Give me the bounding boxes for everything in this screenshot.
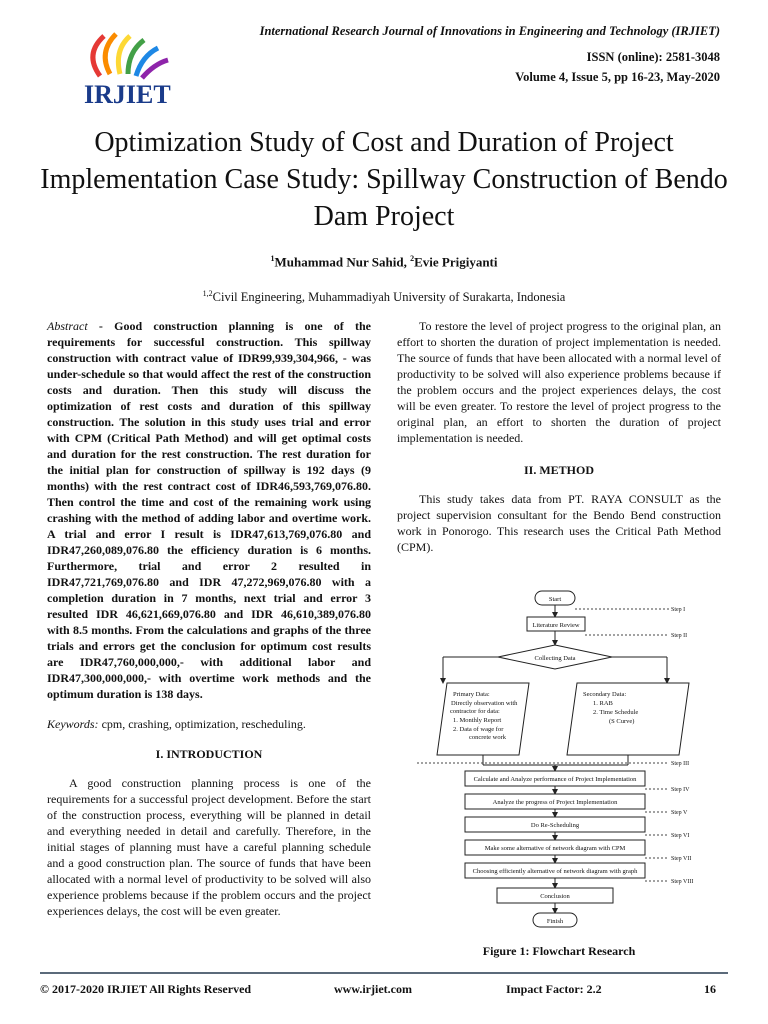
paper-title: Optimization Study of Cost and Duration of Project Implementation Case Study: Spillway Construction of Bendo Dam Project (40, 127, 728, 232)
calc-label: Calculate and Analyze performance of Project Implementation (473, 776, 637, 783)
start-label: Start (548, 596, 562, 603)
footer-impact-factor: Impact Factor: 2.2 (506, 982, 602, 996)
footer-rule (40, 972, 728, 974)
logo-text: IRJIET (84, 80, 171, 108)
primary-item-1: 1. Monthly Report (453, 717, 502, 724)
secondary-title: Secondary Data: (583, 691, 627, 698)
method-paragraph-1: This study takes data from PT. RAYA CONSULT as the project supervision consultant for the Bendo Bend construction work in Ponorogo. This research uses the Critical Path Method (CPM). (397, 492, 721, 554)
flowchart (397, 583, 727, 933)
volume-info: Volume 4, Issue 5, pp 16-23, May-2020 (515, 70, 720, 84)
figure-caption: Figure 1: Flowchart Research (482, 944, 636, 958)
primary-line-1: Directly observation with (451, 700, 518, 707)
footer-website[interactable]: www.irjiet.com (334, 982, 412, 996)
authors (40, 254, 728, 270)
method-heading: II. METHOD (523, 463, 594, 477)
step-label: Step IV (671, 787, 690, 793)
conclusion-label: Conclusion (540, 893, 570, 900)
keywords-text: cpm, crashing, optimization, rescheduling. (98, 717, 306, 731)
step-label: Step VII (671, 856, 692, 862)
keywords-label: Keywords: (47, 717, 99, 731)
primary-line-2: contractor for data: (450, 708, 500, 715)
collecting-label: Collecting Data (534, 655, 576, 662)
primary-item-3: concrete work (469, 734, 506, 741)
secondary-item-1: 1. RAB (593, 700, 613, 707)
affiliation (40, 289, 728, 305)
secondary-item-2: 2. Time Schedule (593, 709, 639, 716)
affiliation-text: Civil Engineering, Muhammadiyah University of Surakarta, Indonesia (212, 290, 566, 305)
irjiet-logo (70, 28, 190, 108)
finish-label: Finish (546, 918, 564, 925)
logo-graphic (70, 28, 190, 108)
literature-label: Literature Review (532, 622, 580, 629)
primary-title: Primary Data: (453, 691, 490, 698)
step-label: Step III (671, 761, 690, 767)
primary-item-2: 2. Data of wage for (453, 726, 504, 733)
step-label: Step II (671, 633, 688, 639)
right-column (397, 318, 721, 555)
intro-paragraph-2: To restore the level of project progress to the original plan, an effort to shorten the duration of project implementation is needed. The source of funds that have been allocated with a normal level of productivity to be solved will also experience problems because if the problem occurs and the project experiences delays, the cost will be even greater. To restore the level of project progress to the original plan, an effort to shorten the duration of project implementation is needed. (397, 319, 721, 445)
abstract (47, 318, 371, 702)
keywords (47, 716, 371, 732)
journal-name: International Research Journal of Innovations in Engineering and Technology (IRJIET) (259, 24, 720, 38)
affil-sup: 1,2 (202, 289, 213, 298)
author2: Evie Prigiyanti (414, 254, 498, 270)
step-label: Step VI (671, 833, 690, 839)
footer-copyright: © 2017-2020 IRJIET All Rights Reserved (40, 982, 252, 996)
flowchart-figure (397, 583, 727, 933)
intro-paragraph-1: A good construction planning process is one of the requirements for a successful project development. Before the start of the construction process, everything will be planned in detail and everything needed in detail and carefully. Therefore, in the initial stages of planning must have a careful planning schedule and a good construction plan. The source of funds that have been allocated with a normal level of productivity to be solved will also experience problems because if the problem occurs and the project experiences delays, the cost will be even greater. (47, 776, 371, 918)
author2-sup: 2 (410, 254, 415, 263)
issn: ISSN (online): 2581-3048 (586, 50, 720, 64)
step-label: Step I (671, 607, 686, 613)
network-label: Make some alternative of network diagram with CPM (484, 845, 626, 852)
abstract-text: - Good construction planning is one of the requirements for successful construction. This spillway construction with contract value of IDR99,939,304,966, - was under-schedule so that would affect the rest of the construction costs and duration. Then this study will discuss the optimization of rest costs and duration of this spillway construction. The solution in this study uses trial and error with CPM (Critical Path Method) and will get optimal costs and duration for the rest construction. The rest duration for the initial plan for construction of spillway is 192 days (9 months) with the rest contract cost of IDR46,593,769,076.80. Then control the time and cost of the remaining work using crashing with the method of adding labor and overtime work. A trial and error I result is IDR47,613,769,076.80 and IDR47,260,089,076.80 the efficiency duration is 6 months. Furthermore, trial and error 2 resulted in IDR47,721,769,076.80 and IDR 47,272,969,076.80 with a completion duration in 7 months, next trial and error 3 resulted IDR 46,621,669,076.80 and IDR 46,610,389,076.80 with 8.5 months. From the calculations and graphs of the three trials and errors get the conclusion for optimum cost results are IDR47,760,000,000,- with additional labor and IDR47,300,000,000,- with overtime work methods and the optimum duration is 138 days. (47, 319, 371, 701)
choose-label: Choosing efficiently alternative of network diagram with graph (472, 868, 638, 875)
author1: Muhammad Nur Sahid, (274, 254, 411, 270)
step-label: Step VIII (671, 879, 694, 885)
page-number: 16 (704, 982, 716, 996)
secondary-item-3: (S Curve) (609, 718, 635, 725)
left-column (47, 318, 371, 919)
analyze-label: Analyze the progress of Project Implementation (492, 799, 618, 806)
resched-label: Do Re-Scheduling (530, 822, 580, 829)
abstract-label: Abstract (47, 319, 88, 333)
intro-heading: I. INTRODUCTION (155, 747, 263, 761)
step-label: Step V (671, 810, 688, 816)
author1-sup: 1 (270, 254, 275, 263)
